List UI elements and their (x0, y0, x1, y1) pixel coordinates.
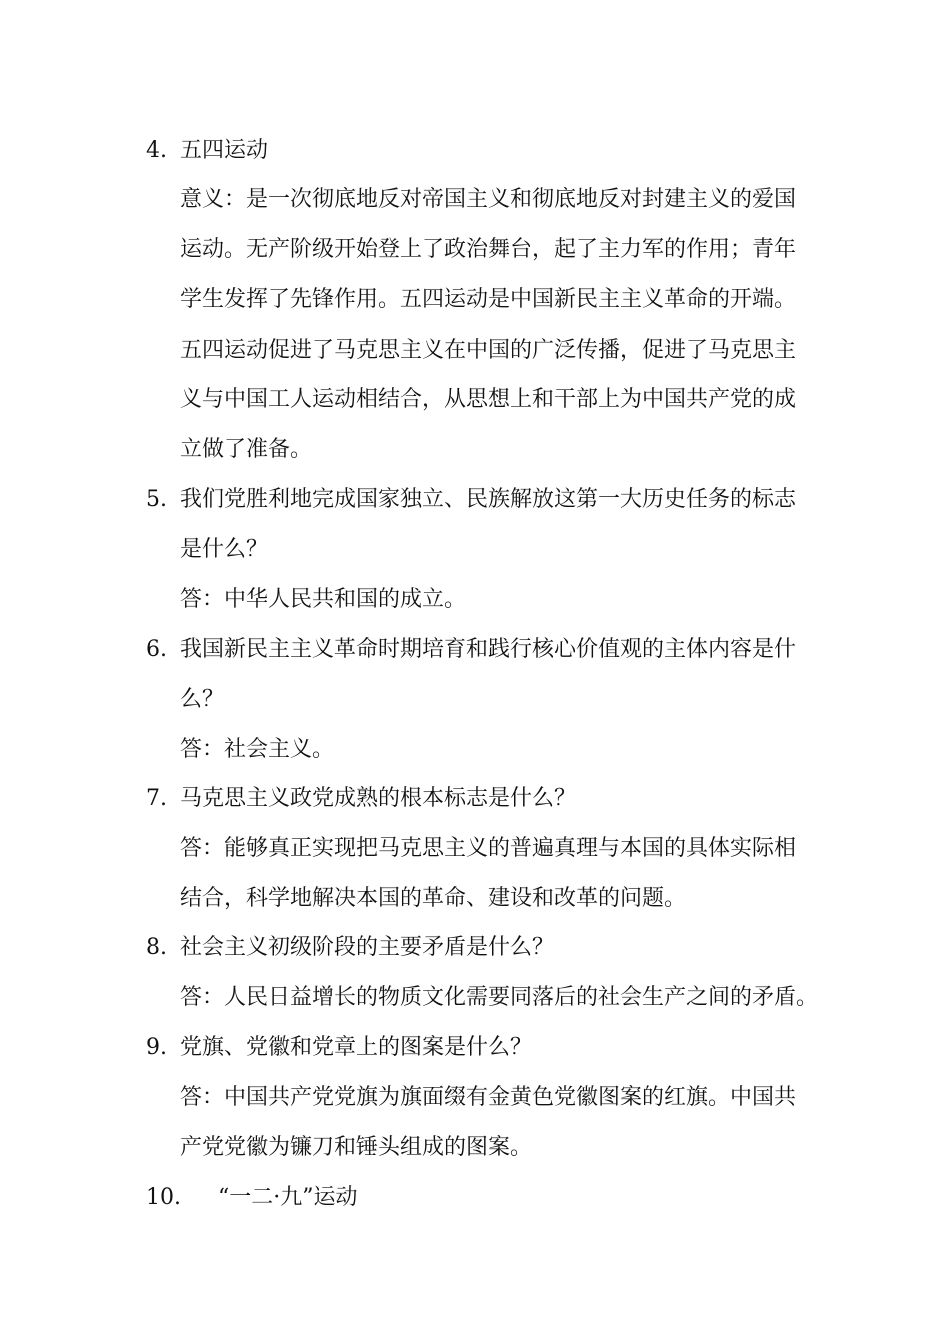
item-title-10: “一二·九”运动 (218, 1185, 358, 1210)
item-7-question-line: 马克思主义政党成熟的根本标志是什么？ (180, 786, 577, 811)
item-4-body-line: 立做了准备。 (180, 437, 313, 462)
item-number-5: 5. (146, 487, 167, 512)
item-9-answer-line: 答：中国共产党党旗为旗面缀有金黄色党徽图案的红旗。中国共 (180, 1085, 797, 1110)
item-number-7: 7. (146, 786, 167, 811)
item-number-6: 6. (146, 637, 167, 662)
item-9-answer-line: 产党党徽为镰刀和锤头组成的图案。 (180, 1135, 533, 1160)
item-8-answer-line: 答：人民日益增长的物质文化需要同落后的社会生产之间的矛盾。 (180, 985, 819, 1010)
item-4-body-line: 义与中国工人运动相结合，从思想上和干部上为中国共产党的成 (180, 387, 797, 412)
item-4-body-line: 意义：是一次彻底地反对帝国主义和彻底地反对封建主义的爱国 (180, 187, 797, 212)
item-5-question-line: 是什么？ (180, 537, 269, 562)
item-7-answer-line: 结合，科学地解决本国的革命、建设和改革的问题。 (180, 886, 687, 911)
item-4-body-line: 学生发挥了先锋作用。五四运动是中国新民主主义革命的开端。 (180, 287, 797, 312)
item-number-8: 8. (146, 935, 167, 960)
item-5-answer-line: 答：中华人民共和国的成立。 (180, 587, 467, 612)
item-6-answer-line: 答：社会主义。 (180, 737, 335, 762)
item-title-4: 五四运动 (180, 138, 269, 163)
item-5-question-line: 我们党胜利地完成国家独立、民族解放这第一大历史任务的标志 (180, 487, 797, 512)
item-9-question-line: 党旗、党徽和党章上的图案是什么？ (180, 1035, 533, 1060)
item-6-question-line: 我国新民主主义革命时期培育和践行核心价值观的主体内容是什 (180, 637, 797, 662)
item-4-body-line: 运动。无产阶级开始登上了政治舞台，起了主力军的作用；青年 (180, 237, 797, 262)
item-number-4: 4. (146, 138, 167, 163)
item-6-question-line: 么？ (180, 687, 225, 712)
item-7-answer-line: 答：能够真正实现把马克思主义的普遍真理与本国的具体实际相 (180, 836, 797, 861)
item-number-9: 9. (146, 1035, 167, 1060)
item-number-10: 10. (146, 1185, 181, 1210)
item-4-body-line: 五四运动促进了马克思主义在中国的广泛传播，促进了马克思主 (180, 338, 797, 363)
item-8-question-line: 社会主义初级阶段的主要矛盾是什么？ (180, 935, 555, 960)
